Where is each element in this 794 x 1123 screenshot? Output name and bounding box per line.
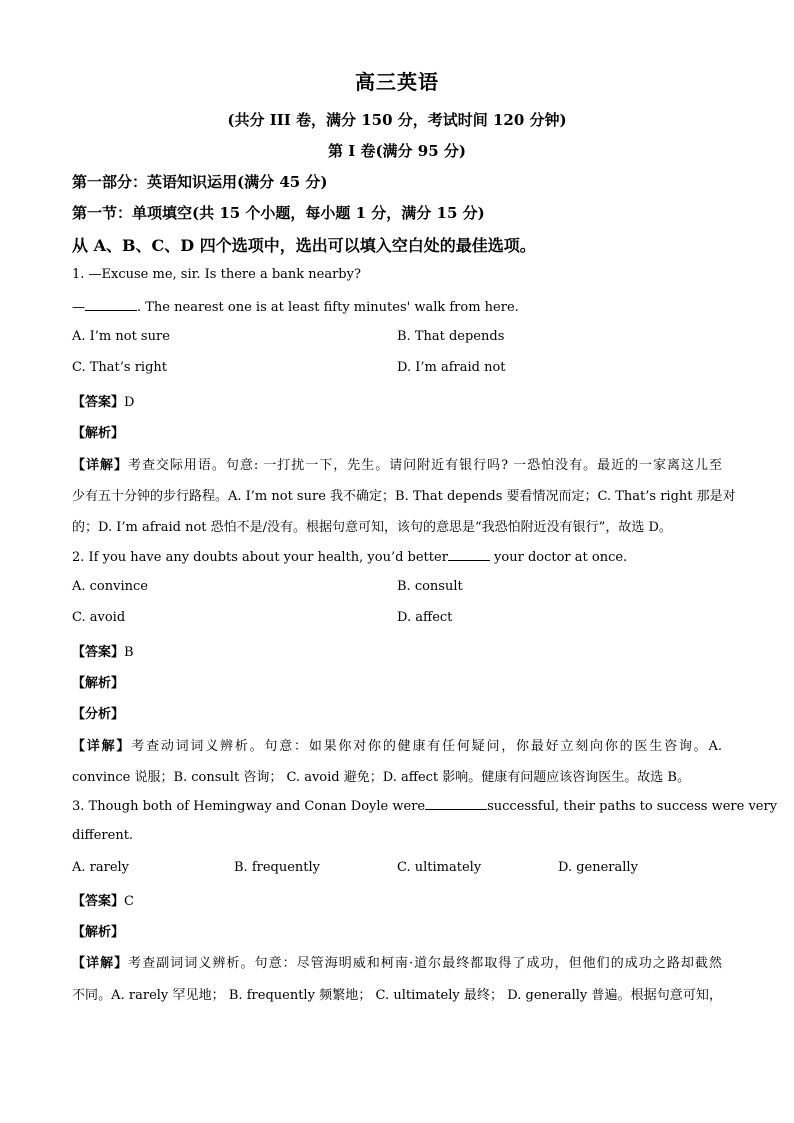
exam-info: (共分 III 卷，满分 150 分，考试时间 120 分钟)	[227, 111, 567, 129]
q3-detail-line2: 不同。A. rarely 罕见地； B. frequently 频繁地； C. ultimately 最终； D. generally 普遍。根据句意可知，	[72, 988, 722, 1003]
q3-answer-value: C	[124, 894, 134, 909]
page-title: 高三英语	[355, 70, 439, 94]
q3-analysis	[72, 921, 124, 940]
q3-stem	[72, 797, 778, 814]
analysis-tag: 【解析】	[72, 426, 125, 441]
answer-tag: 【答案】	[72, 395, 125, 410]
volume-heading: 第 I 卷(满分 95 分)	[328, 142, 466, 160]
answer-tag: 【答案】	[72, 645, 125, 660]
detail-tag: 【详解】	[72, 956, 129, 971]
q1-option-d: D. I’m afraid not	[397, 360, 506, 375]
q2-option-a: A. convince	[72, 579, 148, 594]
q1-detail-text1: 考查交际用语。句意: 一打扰一下，先生。请问附近有银行吗? 一恐怕没有。最近的一家离这儿至	[127, 458, 722, 473]
q3-stem-line2: different.	[72, 828, 134, 843]
q2-detail-line1	[72, 735, 722, 754]
q3-option-d: D. generally	[558, 860, 638, 875]
q2-answer	[72, 641, 134, 660]
q1-detail-line3: 的；D. I’m afraid not 恐怕不是/没有。根据句意可知，该句的意思是“我恐怕附近没有银行”，故选 D。	[72, 520, 672, 535]
q1-stem: 1. —Excuse me, sir. Is there a bank nearby?	[72, 267, 361, 282]
instruction: 从 A、B、C、D 四个选项中，选出可以填入空白处的最佳选项。	[72, 236, 536, 255]
analysis-tag: 【解析】	[72, 676, 125, 691]
q2-stem	[72, 548, 627, 565]
q1-blank	[85, 298, 137, 311]
q1-option-a: A. I’m not sure	[72, 329, 170, 344]
q2-option-c: C. avoid	[72, 610, 126, 625]
q1-reply-text: . The nearest one is at least fifty minutes' walk from here.	[137, 300, 519, 315]
q1-detail-line2: 少有五十分钟的步行路程。A. I’m not sure 我不确定；B. That depends 要看情况而定；C. That’s right 那是对	[72, 489, 736, 504]
q3-stem-text: 3. Though both of Hemingway and Conan Doyle were	[72, 799, 426, 814]
q3-option-b: B. frequently	[234, 860, 321, 875]
q2-detail-text1: 考查动词词义辨析。句意：如果你对你的健康有任何疑问，你最好立刻向你的医生咨询。A.	[131, 739, 722, 754]
q2-option-d: D. affect	[397, 610, 453, 625]
q1-answer-value: D	[124, 395, 135, 410]
q1-detail-line1	[72, 454, 722, 473]
q3-option-c: C. ultimately	[397, 860, 482, 875]
analysis-tag: 【解析】	[72, 925, 125, 940]
fenxi-tag: 【分析】	[72, 707, 125, 722]
part-heading: 第一部分：英语知识运用(满分 45 分)	[72, 173, 328, 191]
q2-blank	[448, 548, 490, 561]
detail-tag: 【详解】	[72, 458, 128, 473]
q3-detail-line1	[72, 952, 722, 971]
section-heading: 第一节：单项填空(共 15 个小题，每小题 1 分，满分 15 分)	[72, 204, 485, 222]
q2-fenxi	[72, 703, 124, 722]
q1-analysis	[72, 422, 124, 441]
q1-option-b: B. That depends	[397, 329, 505, 344]
q2-stem-text: 2. If you have any doubts about your health, you’d better	[72, 550, 448, 565]
q2-answer-value: B	[124, 645, 134, 660]
q3-answer	[72, 890, 134, 909]
q3-option-a: A. rarely	[72, 860, 130, 875]
q2-detail-line2: convince 说服；B. consult 咨询； C. avoid 避免；D. affect 影响。健康有问题应该咨询医生。故选 B。	[72, 770, 690, 785]
q3-stem-tail: successful, their paths to success were very	[487, 799, 778, 814]
q2-stem-tail: your doctor at once.	[489, 550, 628, 565]
q2-option-b: B. consult	[397, 579, 463, 594]
q2-analysis	[72, 672, 124, 691]
q1-answer	[72, 391, 134, 410]
q1-reply	[72, 298, 519, 315]
q1-option-c: C. That’s right	[72, 360, 167, 375]
detail-tag: 【详解】	[72, 739, 132, 754]
q3-detail-text1: 考查副词词义辨析。句意：尽管海明威和柯南·道尔最终都取得了成功，但他们的成功之路却截然	[128, 956, 722, 971]
q1-dash: —	[72, 300, 85, 315]
q3-blank	[425, 797, 487, 810]
answer-tag: 【答案】	[72, 894, 125, 909]
